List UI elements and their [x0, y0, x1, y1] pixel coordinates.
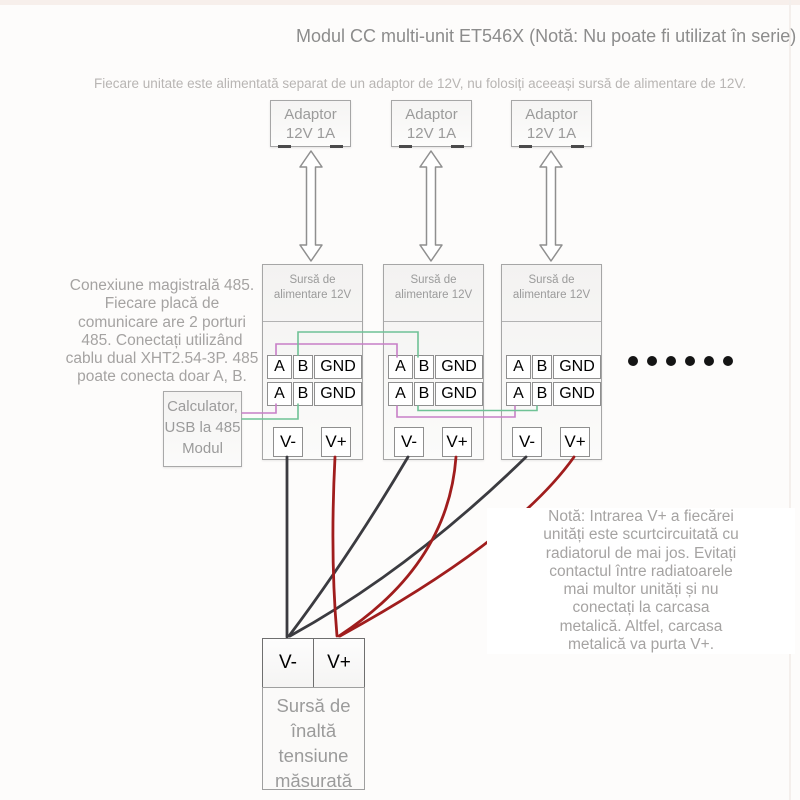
power-unit-3: [501, 264, 602, 460]
adapter-label: 12V 1A: [526, 125, 577, 142]
adapter-foot: [519, 145, 532, 148]
adapter-foot: [330, 145, 343, 148]
unit-header: Sursă de alimentare 12V: [384, 265, 483, 322]
double-arrow-icon: [420, 151, 442, 261]
adapter-box-3: [511, 100, 592, 147]
ellipsis-dot: [685, 356, 695, 366]
power-unit-2: [383, 264, 484, 460]
terminal-vminus: V-: [273, 427, 303, 457]
adapter-label: Adaptor: [525, 106, 578, 123]
terminal-vminus: V-: [512, 427, 542, 457]
ellipsis-dot: [628, 356, 638, 366]
power-positive-wire: [333, 457, 337, 636]
terminal-b: B: [532, 382, 552, 406]
adapter-foot: [399, 145, 412, 148]
terminal-vplus: V+: [442, 427, 472, 457]
terminal-gnd: GND: [435, 355, 483, 379]
computer-box: Calculator, USB la 485 Modul: [163, 391, 242, 467]
terminal-gnd: GND: [553, 355, 601, 379]
measured-source-box: [262, 638, 366, 790]
terminal-gnd: GND: [314, 355, 362, 379]
double-arrow-icon: [300, 151, 322, 261]
heatsink-note: Notă: Intrarea V+ a fiecărei unități este scurtcircuitată cu radiatorul de mai jos. Evitați contactul între radiatoarele mai multor unități și nu conectați la carcasa metalică. Altfel, carcasa metalică va purta V+.: [487, 508, 795, 654]
terminal-b: B: [293, 382, 313, 406]
measured-vminus: V-: [262, 638, 314, 688]
power-negative-wire: [289, 457, 408, 636]
terminal-b: B: [414, 355, 434, 379]
adapter-label: Adaptor: [405, 106, 458, 123]
adapter-foot: [278, 145, 291, 148]
terminal-b: B: [532, 355, 552, 379]
ellipsis-dot: [704, 356, 714, 366]
ellipsis-dot: [647, 356, 657, 366]
diagram-title: Modul CC multi-unit ET546X (Notă: Nu poate fi utilizat în serie): [296, 26, 797, 46]
terminal-a: A: [267, 355, 292, 379]
terminal-gnd: GND: [435, 382, 483, 406]
unit-header: Sursă de alimentare 12V: [502, 265, 601, 322]
adapter-foot: [571, 145, 584, 148]
adapter-label: 12V 1A: [406, 125, 457, 142]
terminal-a: A: [388, 382, 413, 406]
top-strip: [0, 0, 800, 5]
right-edge-line: [789, 0, 791, 800]
adapter-box-2: [391, 100, 472, 147]
terminal-gnd: GND: [553, 382, 601, 406]
terminal-vplus: V+: [560, 427, 590, 457]
double-arrow-icon: [540, 151, 562, 261]
power-positive-wire: [339, 457, 456, 636]
terminal-b: B: [293, 355, 313, 379]
ellipsis-dot: [666, 356, 676, 366]
terminal-a: A: [267, 382, 292, 406]
unit-header: Sursă de alimentare 12V: [263, 265, 362, 322]
terminal-vplus: V+: [321, 427, 351, 457]
ellipsis-dot: [723, 356, 733, 366]
terminal-b: B: [414, 382, 434, 406]
terminal-gnd: GND: [314, 382, 362, 406]
diagram-subtitle: Fiecare unitate este alimentată separat de un adaptor de 12V, nu folosiți aceeași sursă de alimentare de 12V.: [94, 76, 746, 91]
adapter-foot: [451, 145, 464, 148]
measured-vplus: V+: [313, 638, 365, 688]
terminal-vminus: V-: [394, 427, 424, 457]
terminal-a: A: [506, 355, 531, 379]
measured-source-label: Sursă de înaltă tensiune măsurată: [262, 687, 365, 790]
bus-note: Conexiune magistrală 485. Fiecare placă de comunicare are 2 porturi 485. Conectați utilizând cablu dual XHT2.54-3P. 485 poate conecta doar A, B.: [65, 277, 259, 386]
adapter-label: Adaptor: [284, 106, 337, 123]
terminal-a: A: [506, 382, 531, 406]
adapter-label: 12V 1A: [285, 125, 336, 142]
terminal-a: A: [388, 355, 413, 379]
more-units-ellipsis: [628, 356, 733, 366]
adapter-box-1: [270, 100, 351, 147]
